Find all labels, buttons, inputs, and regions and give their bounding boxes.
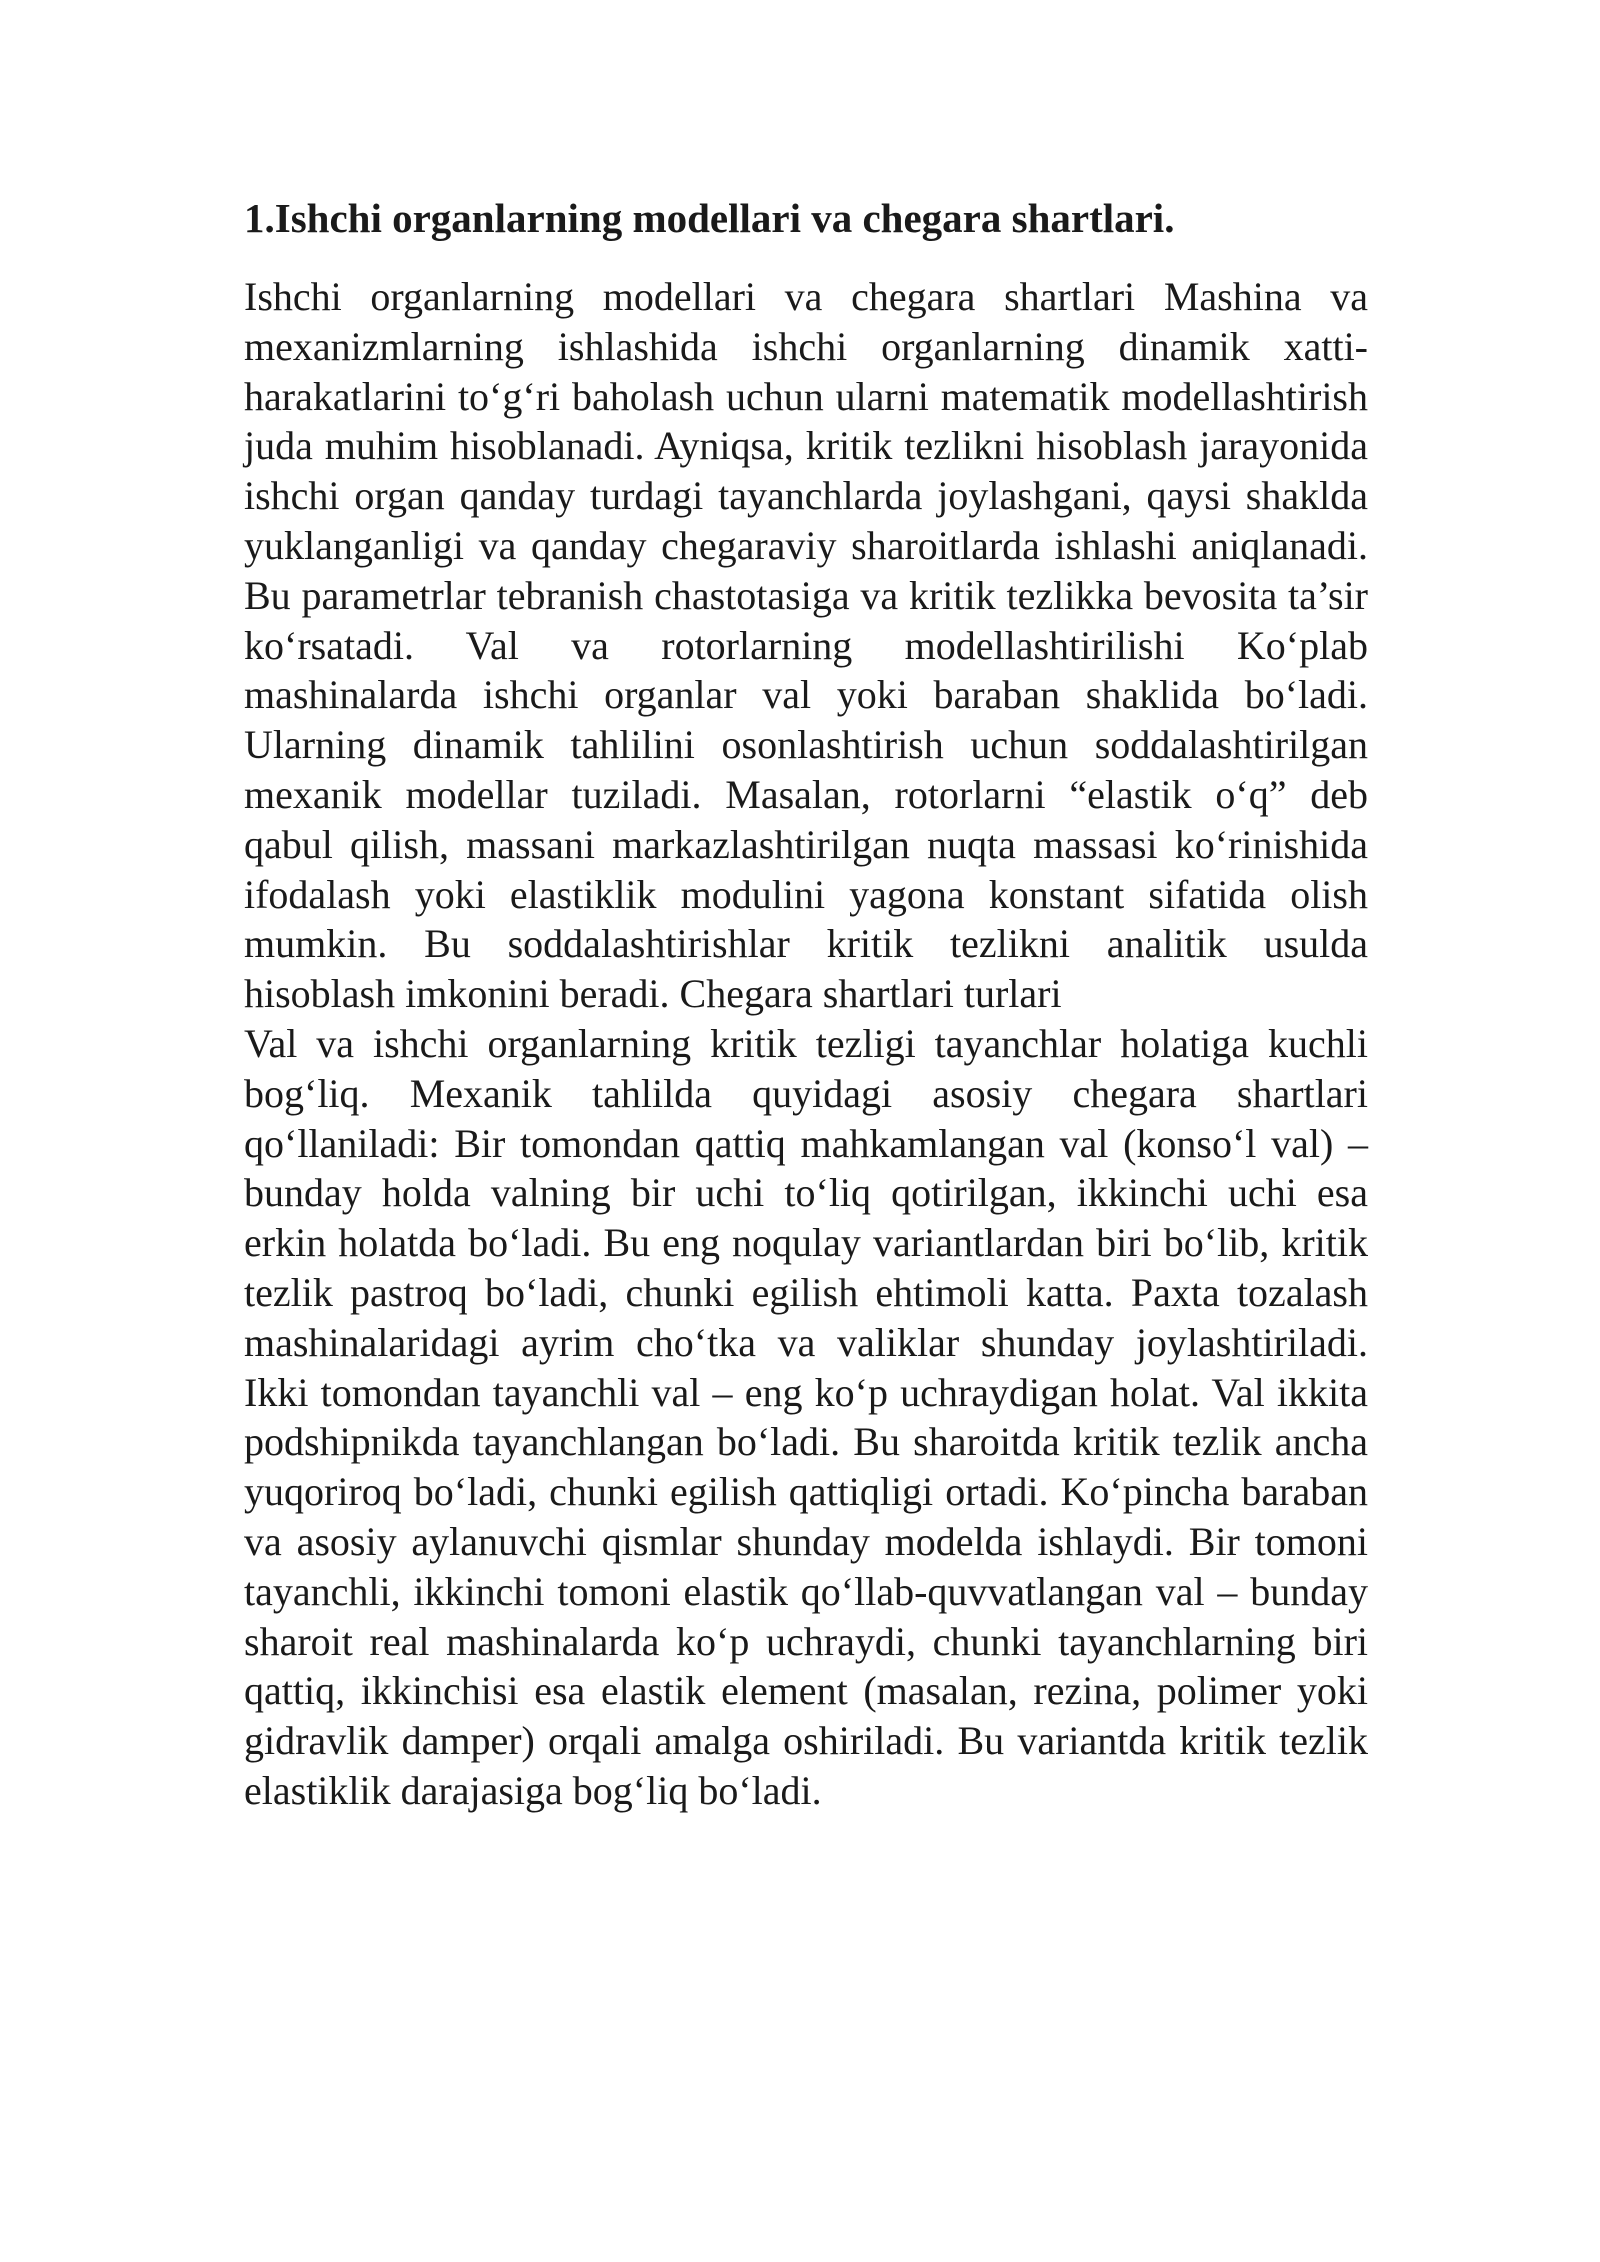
paragraph-boundary-conditions: Val va ishchi organlarning kritik tezligi tayanchlar holatiga kuchli bog‘liq. Mexanik tahlilda quyidagi asosiy chegara shartlari qo‘llaniladi: Bir tomondan qattiq mahkamlangan val (konso‘l val) – bunday holda valning bir uchi to‘liq qotirilgan, ikkinchi uchi esa erkin holatda bo‘ladi. Bu eng noqulay variantlardan biri bo‘lib, kritik tezlik pastroq bo‘ladi, chunki egilish ehtimoli katta. Paxta tozalash mashinalaridagi ayrim cho‘tka va valiklar shunday joylashtiriladi. Ikki tomondan tayanchli val – eng ko‘p uchraydigan holat. Val ikkita podshipnikda tayanchlangan bo‘ladi. Bu sharoitda kritik tezlik ancha yuqoriroq bo‘ladi, chunki egilish qattiqligi ortadi. Ko‘pincha baraban va asosiy aylanuvchi qismlar shunday modelda ishlaydi. Bir tomoni tayanchli, ikkinchi tomoni elastik qo‘llab-quvvatlangan val – bunday sharoit real mashinalarda ko‘p uchraydi, chunki tayanchlarning biri qattiq, ikkinchisi esa elastik element (masalan, rezina, polimer yoki gidravlik damper) orqali amalga oshiriladi. Bu variantda kritik tezlik elastiklik darajasiga bog‘liq bo‘ladi. xyxy=(244,1020,1368,1813)
section-heading: 1.Ishchi organlarning modellari va chegara shartlari. xyxy=(244,195,1175,241)
paragraph-models: Ishchi organlarning modellari va chegara shartlari Mashina va mexanizmlarning ishlashida ishchi organlarning dinamik xatti-harakatlarini to‘g‘ri baholash uchun ularni matematik modellashtirish juda muhim hisoblanadi. Ayniqsa, kritik tezlikni hisoblash jarayonida ishchi organ qanday turdagi tayanchlarda joylashgani, qaysi shaklda yuklanganligi va qanday chegaraviy sharoitlarda ishlashi aniqlanadi. Bu parametrlar tebranish chastotasiga va kritik tezlikka bevosita ta’sir ko‘rsatadi. Val va rotorlarning modellashtirilishi Ko‘plab mashinalarda ishchi organlar val yoki baraban shaklida bo‘ladi. Ularning dinamik tahlilini osonlashtirish uchun soddalashtirilgan mexanik modellar tuziladi. Masalan, rotorlarni “elastik o‘q” deb qabul qilish, massani markazlashtirilgan nuqta massasi ko‘rinishida ifodalash yoki elastiklik modulini yagona konstant sifatida olish mumkin. Bu soddalashtirishlar kritik tezlikni analitik usulda hisoblash imkonini beradi. Chegara shartlari turlari xyxy=(244,274,1368,1017)
document-body xyxy=(244,190,1368,1816)
